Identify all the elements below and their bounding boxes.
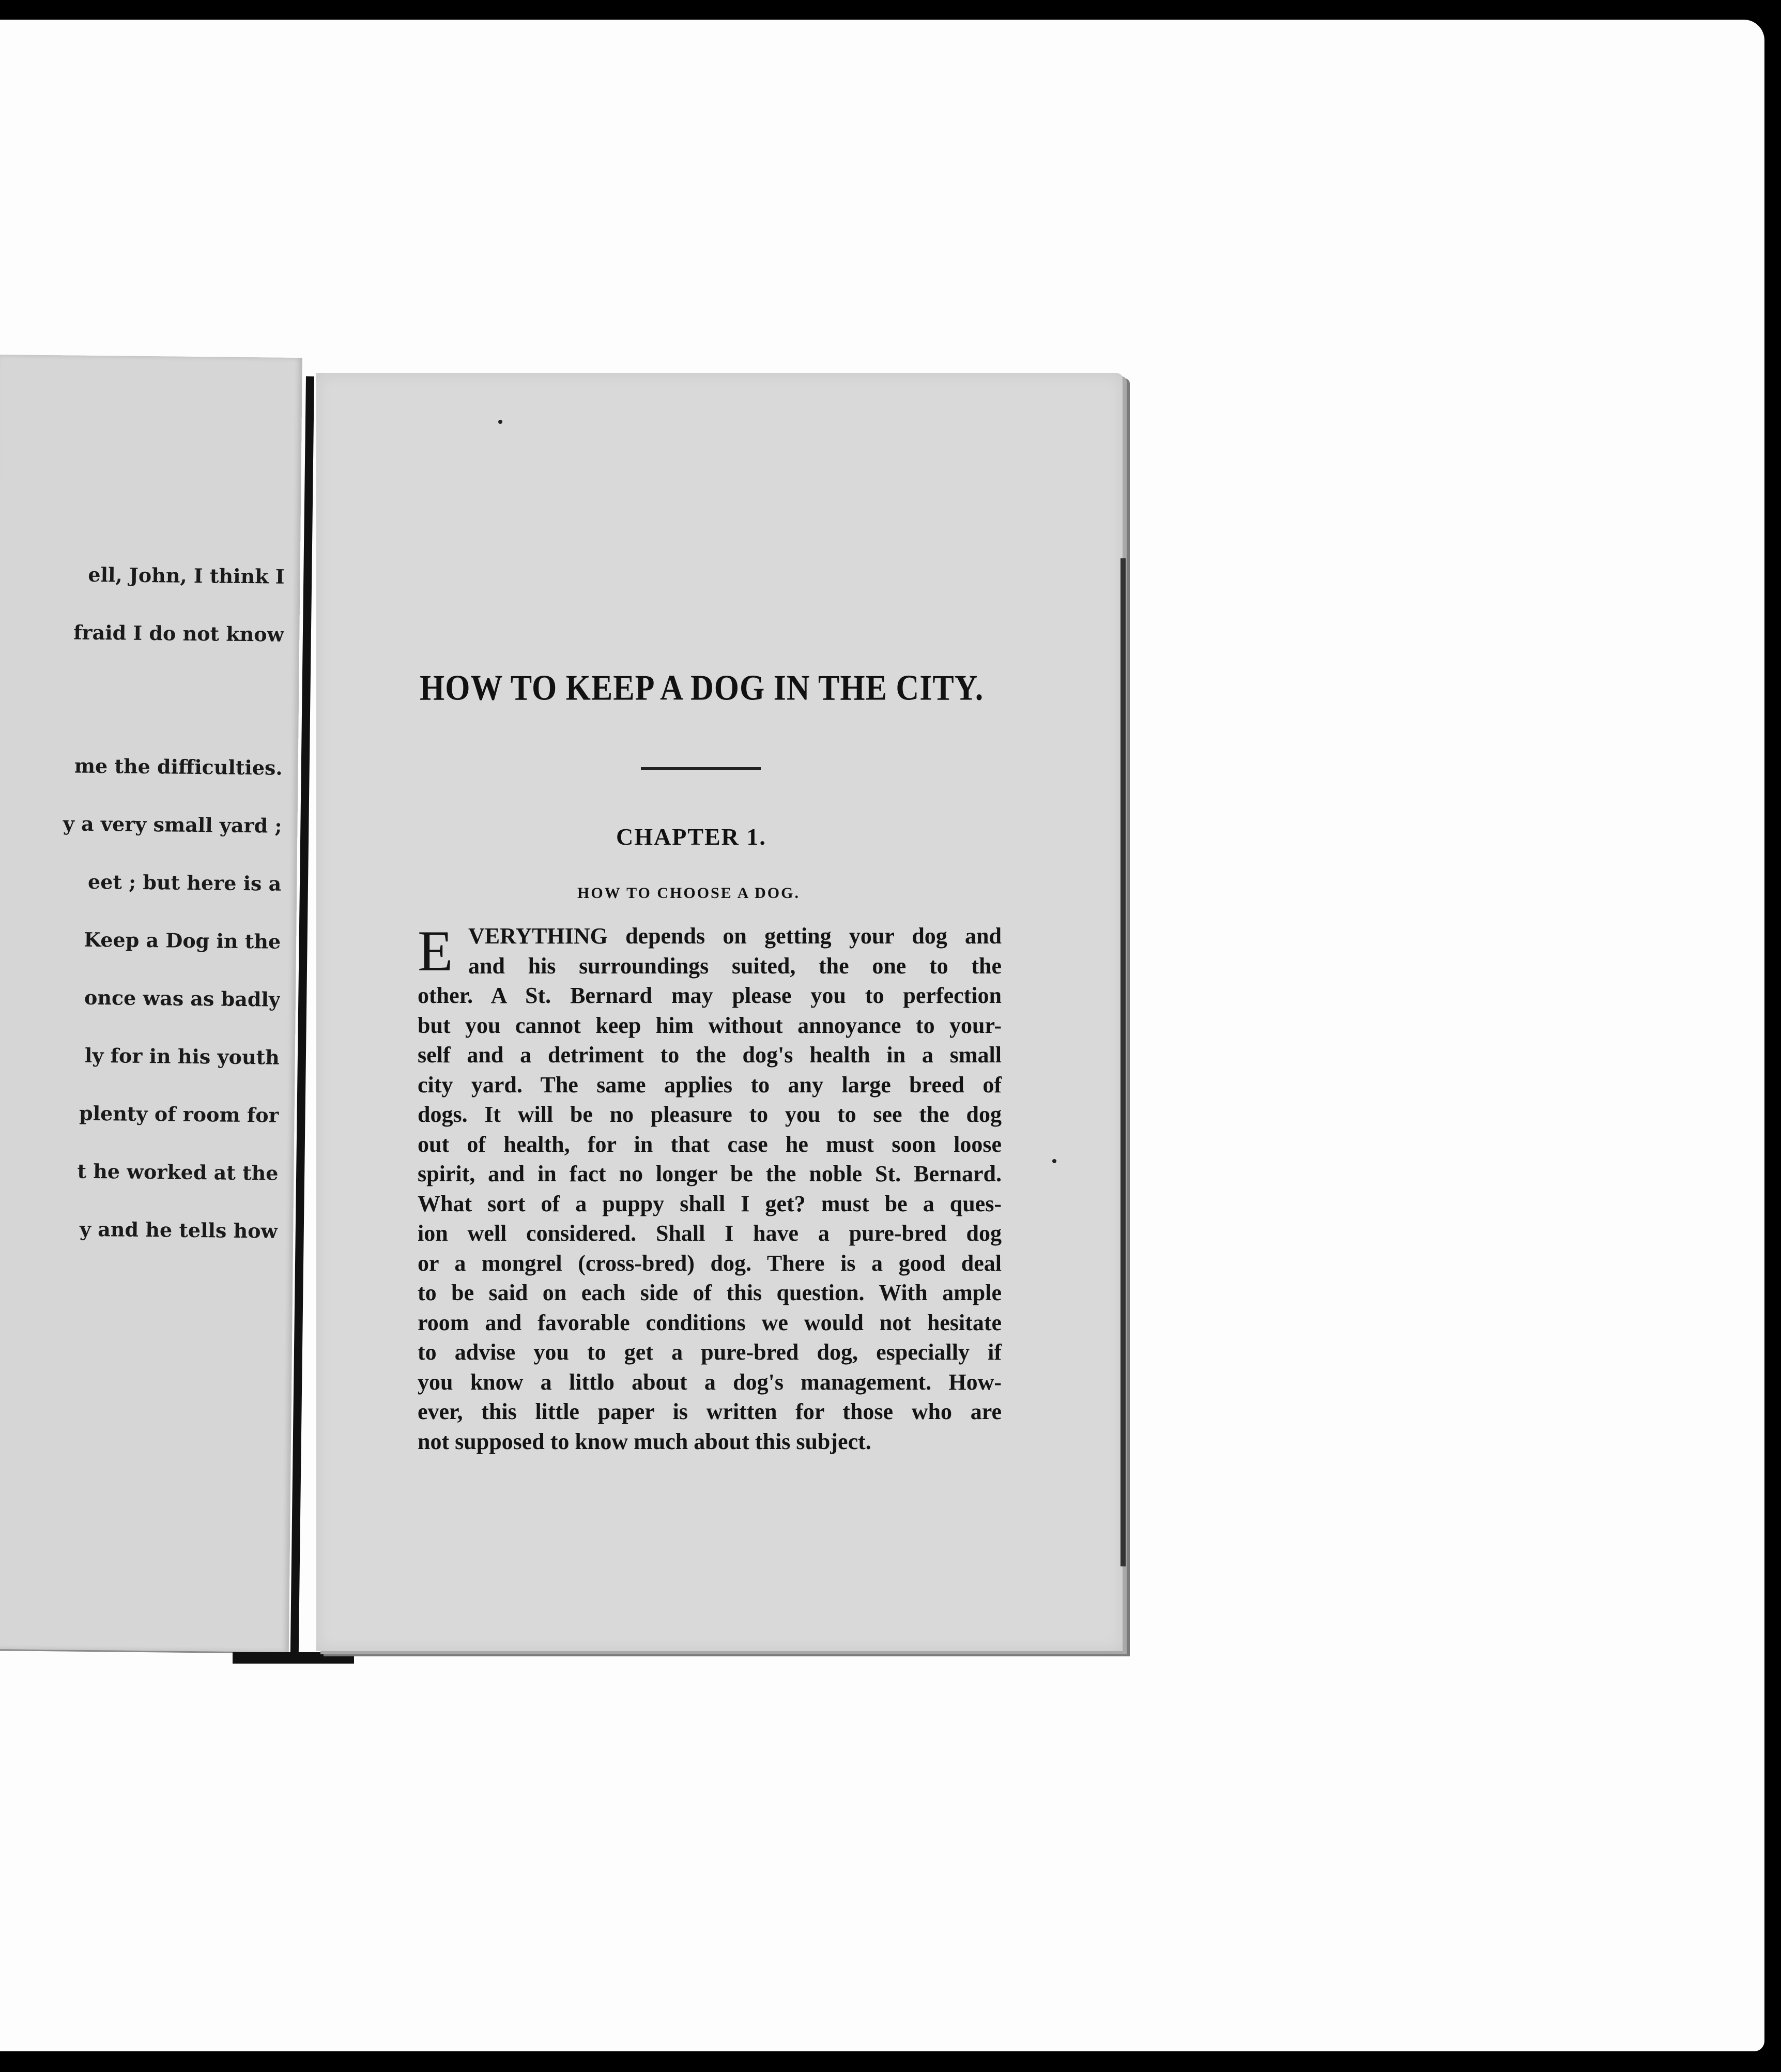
left-page-line: t he worked at the — [77, 1159, 279, 1185]
left-page-line: y and he tells how — [79, 1217, 278, 1243]
body-line: dogs. It will be no pleasure to you to see the dog — [418, 1102, 1002, 1127]
left-page-line: once was as badly — [84, 985, 281, 1011]
left-page-line: me the difficulties. — [74, 754, 283, 780]
body-line: self and a detriment to the dog's health in a small — [418, 1042, 1002, 1068]
left-page-line: plenty of room for — [79, 1101, 279, 1127]
paper-speck — [1052, 1159, 1056, 1163]
paper-speck — [498, 420, 502, 424]
body-line: VERYTHING depends on getting your dog and — [468, 923, 1002, 949]
left-page-line: fraid I do not know — [73, 620, 284, 646]
body-line: spirit, and in fact no longer be the noble St. Bernard. — [418, 1161, 1002, 1186]
body-line: other. A St. Bernard may please you to perfection — [418, 983, 1002, 1008]
body-line: out of health, for in that case he must soon loose — [418, 1131, 1002, 1157]
right-page — [316, 373, 1123, 1651]
left-page-line: ell, John, I think I — [88, 562, 285, 588]
left-page-line: y a very small yard ; — [63, 812, 282, 837]
left-page-line: eet ; but here is a — [87, 870, 282, 895]
drop-cap: E — [418, 919, 453, 983]
left-page — [0, 355, 302, 1654]
body-line: not supposed to know much about this subject. — [418, 1428, 871, 1454]
body-line: you know a littlo about a dog's management. How- — [418, 1369, 1002, 1395]
body-line: and his surroundings suited, the one to the — [468, 953, 1002, 979]
body-line: What sort of a puppy shall I get? must be a ques- — [418, 1191, 1002, 1216]
body-line: city yard. The same applies to any large breed of — [418, 1072, 1002, 1098]
page-title: HOW TO KEEP A DOG IN THE CITY. — [420, 668, 984, 708]
book-spine-foot — [233, 1652, 354, 1664]
left-page-line: ly for in his youth — [84, 1043, 280, 1069]
left-page-line: Keep a Dog in the — [83, 927, 281, 953]
body-line: but you cannot keep him without annoyance to your- — [418, 1012, 1002, 1038]
body-line: or a mongrel (cross-bred) dog. There is a good deal — [418, 1250, 1002, 1276]
page-stack-edge — [1120, 558, 1126, 1566]
body-line: to be said on each side of this question. With ample — [418, 1280, 1002, 1305]
title-rule — [641, 767, 761, 770]
chapter-subheading: HOW TO CHOOSE A DOG. — [577, 885, 800, 902]
body-line: ion well considered. Shall I have a pure-bred dog — [418, 1221, 1002, 1246]
body-paragraph — [418, 921, 1002, 1456]
body-line: to advise you to get a pure-bred dog, especially if — [418, 1339, 1002, 1365]
body-line: ever, this little paper is written for those who are — [418, 1399, 1002, 1424]
left-page-text — [0, 530, 285, 1275]
chapter-heading: CHAPTER 1. — [616, 824, 766, 850]
body-line: room and favorable conditions we would not hesitate — [418, 1309, 1002, 1335]
